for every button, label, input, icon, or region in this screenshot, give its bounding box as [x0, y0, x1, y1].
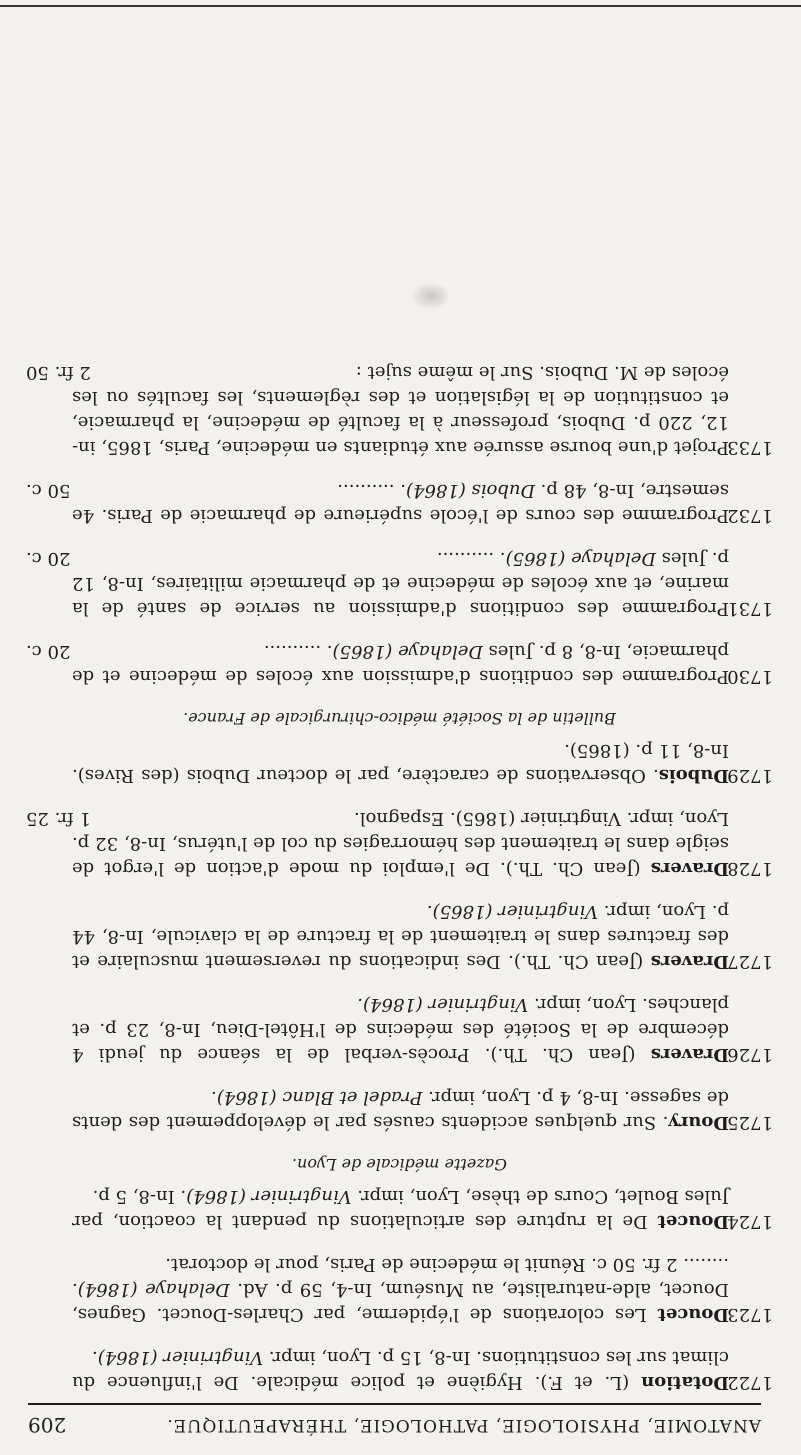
entry-source: Vingtrinier (1864). — [92, 1347, 264, 1368]
entry-number: 1728 — [727, 858, 773, 879]
entry-price: 1 fr. 25 — [26, 808, 91, 829]
page-number: 209 — [28, 1413, 67, 1437]
entry-number: 1726 — [727, 1044, 773, 1065]
entry-text-tail: In-8, 5 p. — [92, 1186, 181, 1207]
entry-text: (Jean Ch. Th.). De l'emploi du mode d'action de l'ergot de seigle dans le traitement des hémorragies du col de l'utérus, In-8, 32 p. Lyon, impr. Vingtrinier (1865). Espagnol. — [72, 808, 729, 879]
catalogue-entry — [26, 546, 773, 621]
entry-keyword: Dravers — [650, 1044, 729, 1065]
catalogue-entry — [26, 478, 773, 528]
catalogue-entry — [26, 360, 773, 460]
entry-text-tail: .......... — [337, 480, 401, 501]
entry-text: De la rupture des articulations du pendant la coaction, par Jules Boulet, Cours de thèse, Lyon, impr. — [72, 1186, 729, 1232]
entry-subtitle: Bulletin de la Société médico-chirurgicale de France. — [183, 709, 616, 728]
entry-number: 1727 — [727, 951, 773, 972]
entry-text: Programme des cours de l'école supérieure de pharmacie de Paris. 4e semestre, In-8, 48 p. — [72, 480, 729, 526]
catalogue-entry — [26, 899, 773, 974]
catalogue-entry — [26, 806, 773, 881]
catalogue-entries — [26, 342, 773, 1395]
catalogue-entry — [26, 738, 773, 788]
entry-number: 1722 — [727, 1372, 773, 1393]
entry-number: 1731 — [727, 598, 773, 619]
catalogue-entry — [26, 1345, 773, 1395]
catalogue-entry — [26, 639, 773, 689]
paper-stain — [411, 282, 451, 310]
catalogue-entry — [26, 992, 773, 1067]
entry-text: (L. et F.). Hygiène et police médicale. De l'influence du climat sur les constitutions. In-8, 15 p. Lyon, impr. — [72, 1347, 729, 1393]
entry-text: Programme des conditions d'admission aux écoles de médecine et de pharmacie, In-8, 8 p. Jules — [72, 641, 729, 687]
entry-source: Delahaye (1864). — [71, 1279, 230, 1300]
entry-text: . Observations de caractère, par le docteur Dubois (des Rives). In-8, 11 p. (1865). — [72, 740, 729, 786]
running-head-title: ANATOMIE, PHYSIOLOGIE, PATHOLOGIE, THÉRAPEUTIQUE. — [166, 1415, 761, 1435]
entry-source: Delahaye (1865). — [499, 548, 656, 569]
entry-number: 1733 — [727, 437, 773, 458]
entry-number: 1730 — [727, 666, 773, 687]
entry-text: Programme des conditions d'admission au service de santé de la marine, et aux écoles de médecine et de pharmacie militaires, In-8, 12 p. Jules — [72, 548, 729, 619]
entry-text-tail: ........ 2 fr. 50 c. Réunit le médecine de Paris, pour le doctorat. — [165, 1254, 729, 1275]
running-head — [28, 1403, 761, 1443]
entry-price: 20 c. — [26, 548, 71, 569]
entry-keyword: Dravers — [650, 951, 729, 972]
entry-keyword: Dubois — [658, 765, 729, 786]
entry-text: (Jean Ch. Th.). Des indications du reversement musculaire et des fractures dans le traitement de la fracture de la clavicule, In-8, 44 p. Lyon, impr. — [72, 901, 729, 972]
entry-price: 50 c. — [26, 480, 71, 501]
entry-keyword: Doury — [668, 1112, 729, 1133]
entry-number: 1732 — [727, 505, 773, 526]
catalogue-entry — [26, 1085, 773, 1135]
entry-text-tail: .......... — [436, 548, 500, 569]
page-edge-line — [0, 5, 801, 7]
entry-keyword: Dotation — [641, 1372, 729, 1393]
entry-keyword: Dravers — [650, 858, 729, 879]
entry-price: 20 c. — [26, 641, 71, 662]
entry-subtitle: Gazette médicale de Lyon. — [292, 1155, 508, 1174]
entry-number: 1723 — [727, 1304, 773, 1325]
entry-text-tail: .......... — [263, 641, 327, 662]
entry-source: Vingtrinier (1864). — [357, 994, 529, 1015]
entry-source: Dubois (1864). — [400, 480, 535, 501]
catalogue-entry — [26, 1184, 773, 1234]
entry-number: 1729 — [727, 765, 773, 786]
entry-source: Vingtrinier (1864). — [180, 1186, 352, 1207]
entry-text: (Jean Ch. Th.). Procès-verbal de la séance du jeudi 4 décembre de la Société des médecins de l'Hôtel-Dieu, In-8, 23 p. et planches. Lyon, impr. — [72, 994, 729, 1065]
entry-text: Projet d'une bourse assurée aux étudiants en médecine, Paris, 1865, in-12, 220 p. Dubois, professeur à la faculté de médecine, la pharmacie, et constitution de la législation et des règlements, les facultés ou les écoles de M. Dubois. Sur le même sujet : — [72, 362, 729, 458]
entry-source: Vingtrinier (1865). — [426, 901, 598, 922]
entry-price: 2 fr. 50 — [26, 362, 91, 383]
entry-keyword: Doucet — [657, 1211, 729, 1232]
entry-number: 1725 — [727, 1112, 773, 1133]
entry-source: Pradel et Blanc (1864). — [211, 1087, 423, 1108]
entry-text: Les colorations de l'épiderme, par Charles-Doucet. Gagnes, Doucet, alde-naturaliste, au Muséum, In-4, 59 p. Ad. — [72, 1279, 729, 1325]
entry-keyword: Doucet — [657, 1304, 729, 1325]
entry-source: Delahaye (1865). — [326, 641, 483, 662]
entry-text: . Sur quelques accidents causés par le développement des dents de sagesse. In-8, 4 p. Lyon, impr. — [72, 1087, 729, 1133]
catalogue-entry — [26, 1252, 773, 1327]
entry-number: 1724 — [727, 1211, 773, 1232]
